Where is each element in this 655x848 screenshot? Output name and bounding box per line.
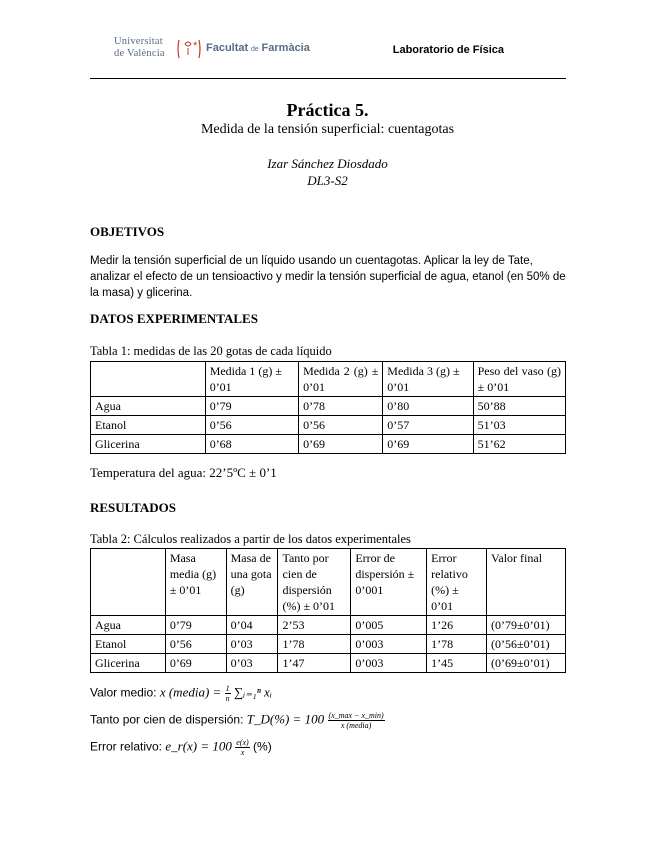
objetivos-paragraph: Medir la tensión superficial de un líquido usando un cuentagotas. Aplicar la ley de Tate, analizar el efecto de un tensioactivo y medir la tensión superficial de agua, etanol (en 50% de la masa) y glicerina. [90,255,566,299]
table-cell: 0’57 [383,416,473,435]
table-row [91,654,566,673]
table-cell: 0’79 [165,616,226,635]
page-header [90,30,566,79]
table-header-cell: Valor final [487,549,566,616]
table-header-cell: Peso del vaso (g) ± 0’01 [473,362,565,397]
table-cell: Agua [91,397,206,416]
table-header-cell: Medida 2 (g) ± 0’01 [299,362,383,397]
table-cell: 0’03 [226,654,278,673]
formula-error-fraction: $\frac{e(x)}{x}$ [236,738,249,757]
table-cell: 51’03 [473,416,565,435]
university-name-line1: Universitat [114,36,163,47]
table-header-row [91,549,566,616]
formula-error-relativo [90,738,272,757]
faculty-emblem-icon [176,38,202,60]
formula-media [90,684,272,703]
table-header-cell: Medida 3 (g) ± 0’01 [383,362,473,397]
table-cell: 0’56 [165,635,226,654]
formula-error-label: Error relativo: [90,739,163,754]
table-cell: Etanol [91,635,166,654]
table-cell: Agua [91,616,166,635]
table-cell: 0’69 [165,654,226,673]
university-logo [114,34,314,64]
table-cell: 0’04 [226,616,278,635]
section-objetivos: OBJETIVOS [90,224,165,239]
table-cell: 51’62 [473,435,565,454]
table1-caption: Tabla 1: medidas de las 20 gotas de cada líquido [90,344,332,358]
table2-caption: Tabla 2: Cálculos realizados a partir de los datos experimentales [90,532,411,546]
table-cell: 0’68 [205,435,298,454]
table-cell: (0’56±0’01) [487,635,566,654]
formula-media-fraction: $\frac{1}{n}$ [225,684,230,703]
table-header-cell: Error de dispersión ± 0’001 [351,549,427,616]
formula-media-label: Valor medio: [90,685,157,700]
table-cell: 0’56 [205,416,298,435]
table-header-cell: Masa media (g) ± 0’01 [165,549,226,616]
table-cell: 0’80 [383,397,473,416]
section-datos: DATOS EXPERIMENTALES [90,311,258,326]
table-cell: 1’26 [427,616,487,635]
university-name-line2: de València [114,48,165,59]
table-row [91,397,566,416]
formula-error-unit: (%) [253,739,272,754]
table-cell: (0’79±0’01) [487,616,566,635]
table-cell: (0’69±0’01) [487,654,566,673]
group-code: DL3-S2 [307,173,348,188]
table-cell: 1’45 [427,654,487,673]
lab-name: Laboratorio de Física [392,44,504,56]
table-cell: 0’69 [383,435,473,454]
svg-text:*: * [193,40,198,52]
table-cell: Etanol [91,416,206,435]
faculty-name: Facultat de Farmàcia [206,42,310,54]
table-row [91,616,566,635]
table-header-cell [91,549,166,616]
formula-dispersion [90,711,385,730]
table-header-cell: Medida 1 (g) ± 0’01 [205,362,298,397]
formula-dispersion-lhs: T_D(%) = 100 [246,711,325,727]
table-cell: 0’69 [299,435,383,454]
table2 [90,548,566,673]
author-name: Izar Sánchez Diosdado [267,156,388,171]
table-header-row [91,362,566,397]
table-row [91,635,566,654]
table1 [90,361,566,454]
table-cell: 50’88 [473,397,565,416]
table-cell: 0’79 [205,397,298,416]
table-cell: Glicerina [91,435,206,454]
table-cell: 0’03 [226,635,278,654]
table-header-cell: Error relativo (%) ± 0’01 [427,549,487,616]
table-cell: 0’005 [351,616,427,635]
formula-dispersion-label: Tanto por cien de dispersión: [90,712,244,727]
table-cell: Glicerina [91,654,166,673]
table-header-cell: Masa de una gota (g) [226,549,278,616]
table-row [91,435,566,454]
table-header-cell: Tanto por cien de dispersión (%) ± 0’01 [278,549,351,616]
formula-error-lhs: e_r(x) = 100 [165,738,232,754]
table-row [91,416,566,435]
table-cell: 0’003 [351,654,427,673]
table-cell: 2’53 [278,616,351,635]
table-cell: 0’56 [299,416,383,435]
water-temperature: Temperatura del agua: 22’5ºC ± 0’1 [90,465,277,480]
section-resultados: RESULTADOS [90,500,176,515]
table-header-cell [91,362,206,397]
page-title: Práctica 5. [286,100,369,120]
page-subtitle: Medida de la tensión superficial: cuentagotas [200,122,455,137]
table-cell: 0’78 [299,397,383,416]
table-cell: 1’47 [278,654,351,673]
formula-dispersion-fraction: $\frac{(x\_\max - x\_\min)}{\text{x (media)}}$ [328,711,384,730]
formula-media-lhs: x (media) = [159,684,222,700]
table-cell: 1’78 [278,635,351,654]
table-cell: 0’003 [351,635,427,654]
formula-media-rhs: ∑ᵢ₌₁ⁿ xᵢ [234,684,272,700]
table-cell: 1’78 [427,635,487,654]
